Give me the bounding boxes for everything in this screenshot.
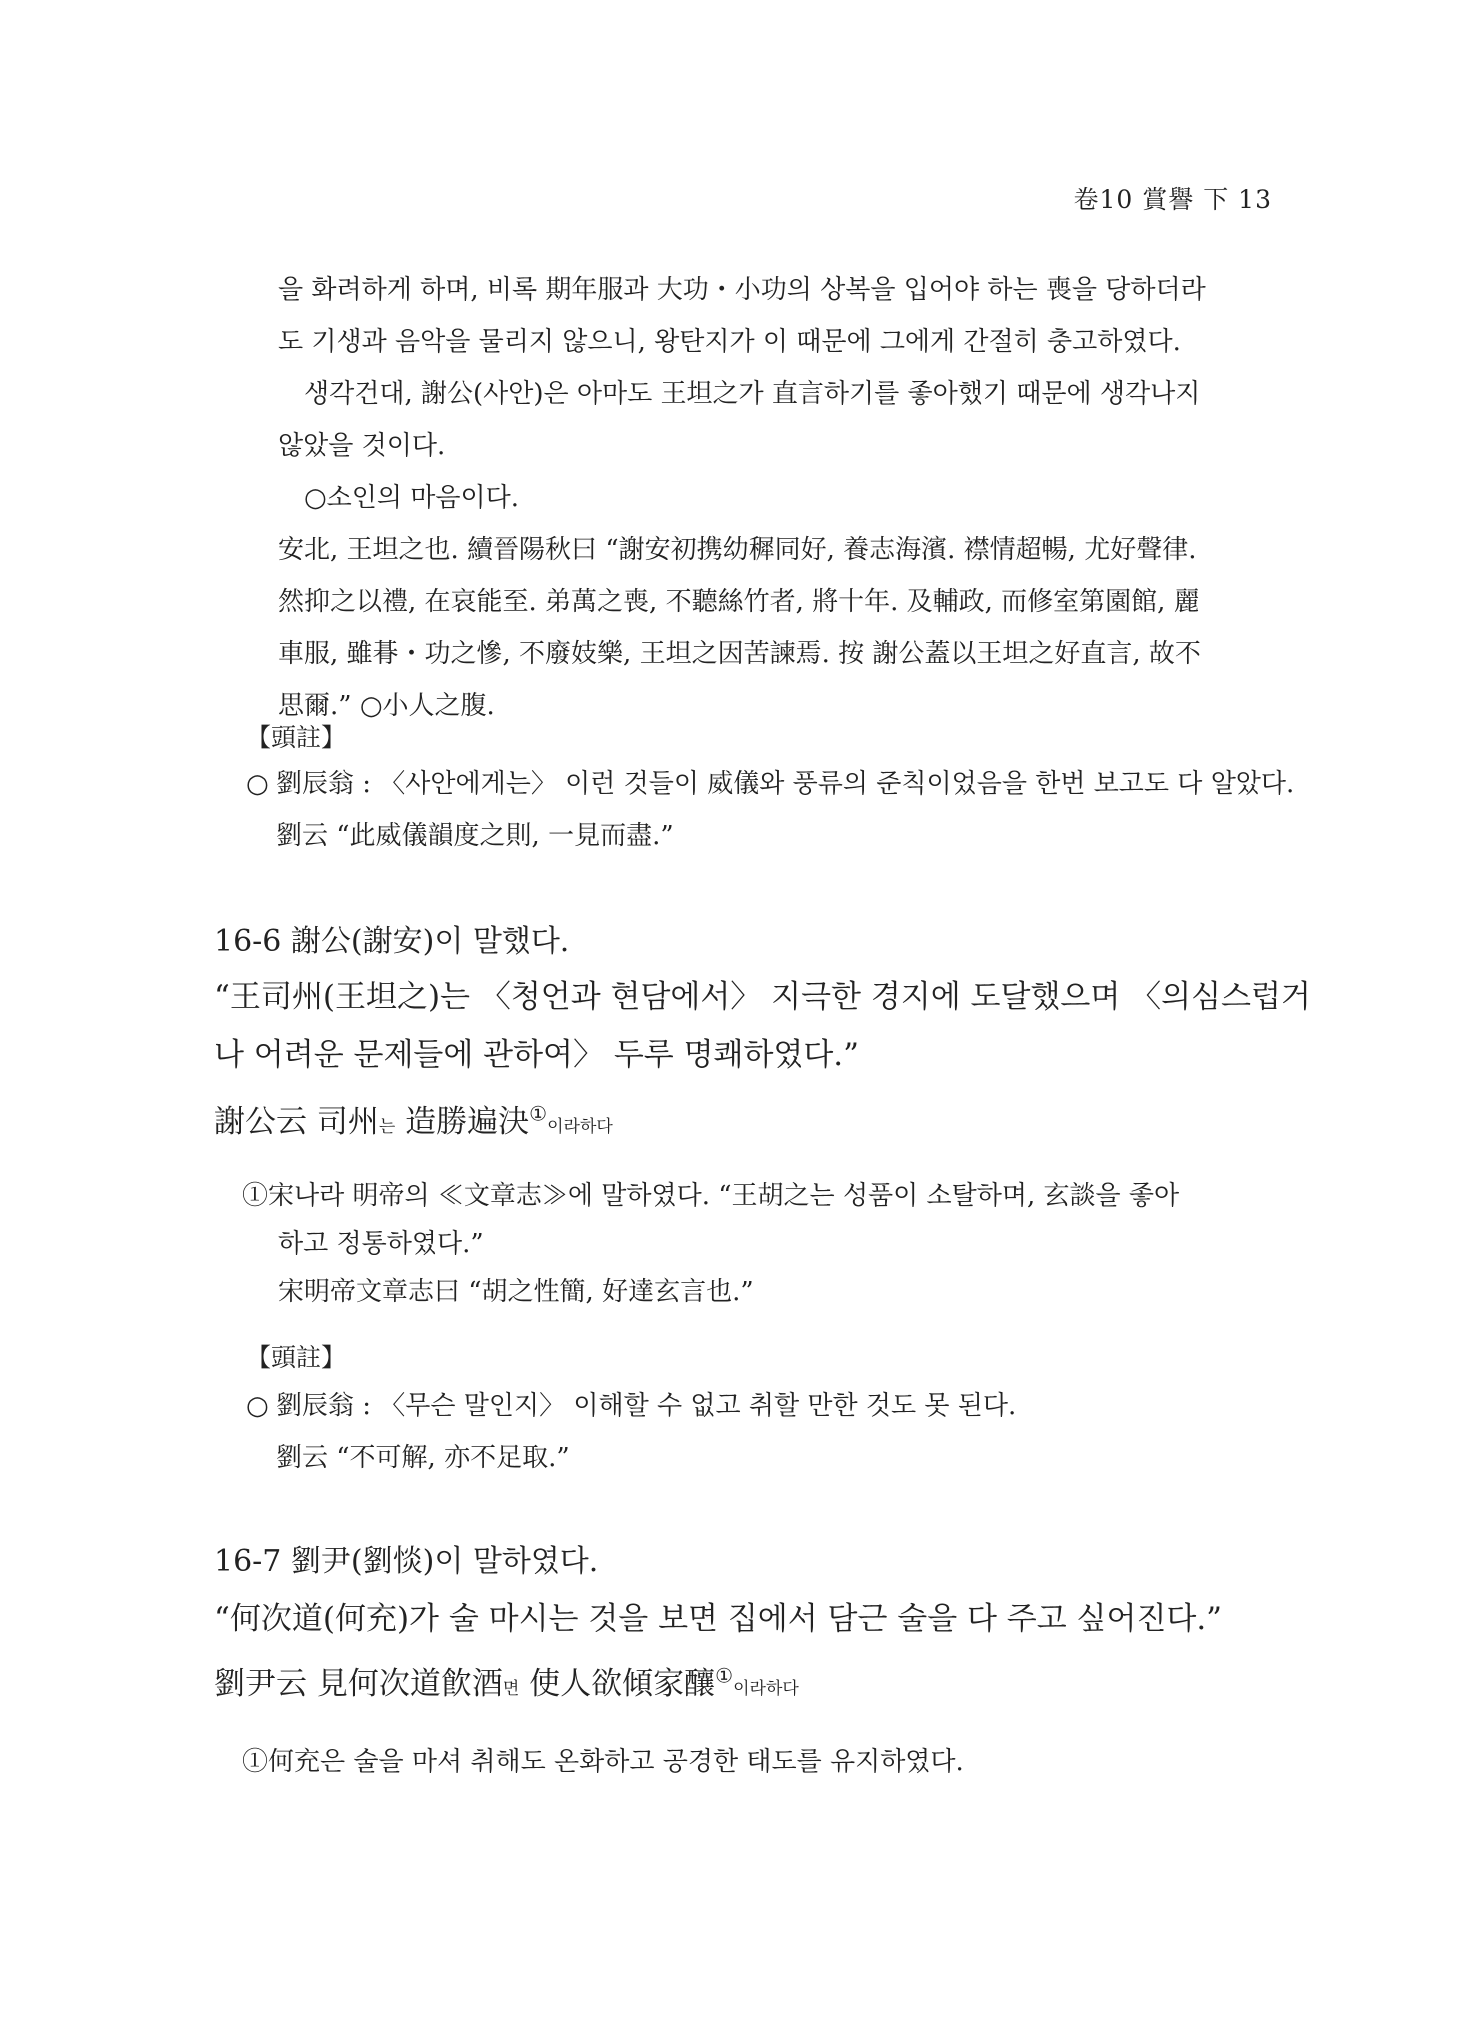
original-main: 造勝遍決 <box>395 1104 530 1140</box>
footnote-line: 宋明帝文章志曰 “胡之性簡, 好達玄言也.” <box>278 1277 754 1307</box>
original-main: 劉尹云 見何次道飮酒 <box>214 1666 503 1702</box>
translation <box>214 1590 1284 1648</box>
text-line: 然抑之以禮, 在哀能至. 弟萬之喪, 不聽絲竹者, 將十年. 及輔政, 而修室第園館, 麗 <box>278 587 1200 617</box>
original-text <box>214 1658 799 1703</box>
footnote-mark: ① <box>242 1747 269 1777</box>
bullet-icon: ○ <box>246 769 269 799</box>
footnote <box>242 1738 1282 1786</box>
footnote-line <box>242 1172 1282 1220</box>
footnote <box>242 1172 1282 1316</box>
text-line: 생각건대, 謝公(사안)은 아마도 王坦之가 直言하기를 좋아했기 때문에 생각나지 <box>304 379 1201 409</box>
section-title: 16-6 謝公(謝安)이 말했다. <box>214 924 570 959</box>
section-title: 16-7 劉尹(劉惔)이 말하였다. <box>214 1544 599 1579</box>
translation-line: “王司州(王坦之)는 〈청언과 현담에서〉 지극한 경지에 도달했으며 〈의심스럽거 <box>214 979 1311 1015</box>
footnote-line <box>242 1738 1282 1786</box>
original-particle: 이라하다 <box>547 1117 613 1137</box>
headnote-line <box>246 758 1295 810</box>
text-line: 을 화려하게 하며, 비록 期年服과 大功・小功의 상복을 입어야 하는 喪을 당하더라 <box>278 275 1206 305</box>
bullet-icon: ○ <box>246 1391 269 1421</box>
headnote-line: 劉云 “不可解, 亦不足取.” <box>276 1443 570 1473</box>
text-line: 車服, 雖朞・功之慘, 不廢妓樂, 王坦之因苦諫焉. 按 謝公蓋以王坦之好直言, 故不 <box>278 639 1201 669</box>
original-particle: 이라하다 <box>733 1679 799 1699</box>
translation-line: 나 어려운 문제들에 관하여〉 두루 명쾌하였다.” <box>214 1037 859 1073</box>
headnote-label: 【頭註】 <box>246 723 347 752</box>
translation <box>214 968 1311 1084</box>
headnote-line <box>246 1380 1286 1432</box>
footnote-ref: ① <box>529 1101 548 1126</box>
footnote-ref: ① <box>715 1663 734 1688</box>
text-line: 思爾.” ○小人之腹. <box>278 691 495 721</box>
footnote-mark: ① <box>242 1181 269 1211</box>
text-line: ○소인의 마음이다. <box>304 483 520 513</box>
footnote-text: 何充은 술을 마셔 취해도 온화하고 공경한 태도를 유지하였다. <box>268 1747 964 1777</box>
headnote-body <box>246 1380 1286 1484</box>
original-particle: 는 <box>378 1117 396 1137</box>
text-line: 않았을 것이다. <box>278 431 446 461</box>
original-main: 使人欲傾家釀 <box>519 1666 716 1702</box>
original-particle: 면 <box>502 1679 520 1699</box>
headnote-body <box>246 758 1295 862</box>
headnote-label: 【頭註】 <box>246 1343 347 1372</box>
footnote-line: 하고 정통하였다.” <box>278 1229 484 1259</box>
translation-line: “何次道(何充)가 술 마시는 것을 보면 집에서 담근 술을 다 주고 싶어진다.” <box>214 1601 1223 1637</box>
text-line: 도 기생과 음악을 물리지 않으니, 왕탄지가 이 때문에 그에게 간절히 충고하였다. <box>278 327 1181 357</box>
footnote-text: 宋나라 明帝의 ≪文章志≫에 말하였다. “王胡之는 성품이 소탈하며, 玄談을 좋아 <box>268 1181 1180 1211</box>
original-text <box>214 1096 613 1141</box>
headnote-text: 劉辰翁 : 〈사안에게는〉 이런 것들이 威儀와 풍류의 준칙이었음을 한번 보고도 다 알았다. <box>276 769 1295 799</box>
headnote-text: 劉辰翁 : 〈무슨 말인지〉 이해할 수 없고 취할 만한 것도 못 된다. <box>276 1391 1017 1421</box>
original-main: 謝公云 司州 <box>214 1104 379 1140</box>
para-continuation <box>278 264 1276 732</box>
running-head: 卷10 賞譽 下 13 <box>1073 185 1272 214</box>
headnote-line: 劉云 “此威儀韻度之則, 一見而盡.” <box>276 821 674 851</box>
text-line: 安北, 王坦之也. 續晉陽秋曰 “謝安初携幼穉同好, 養志海濱. 襟情超暢, 尤好聲律. <box>278 535 1197 565</box>
